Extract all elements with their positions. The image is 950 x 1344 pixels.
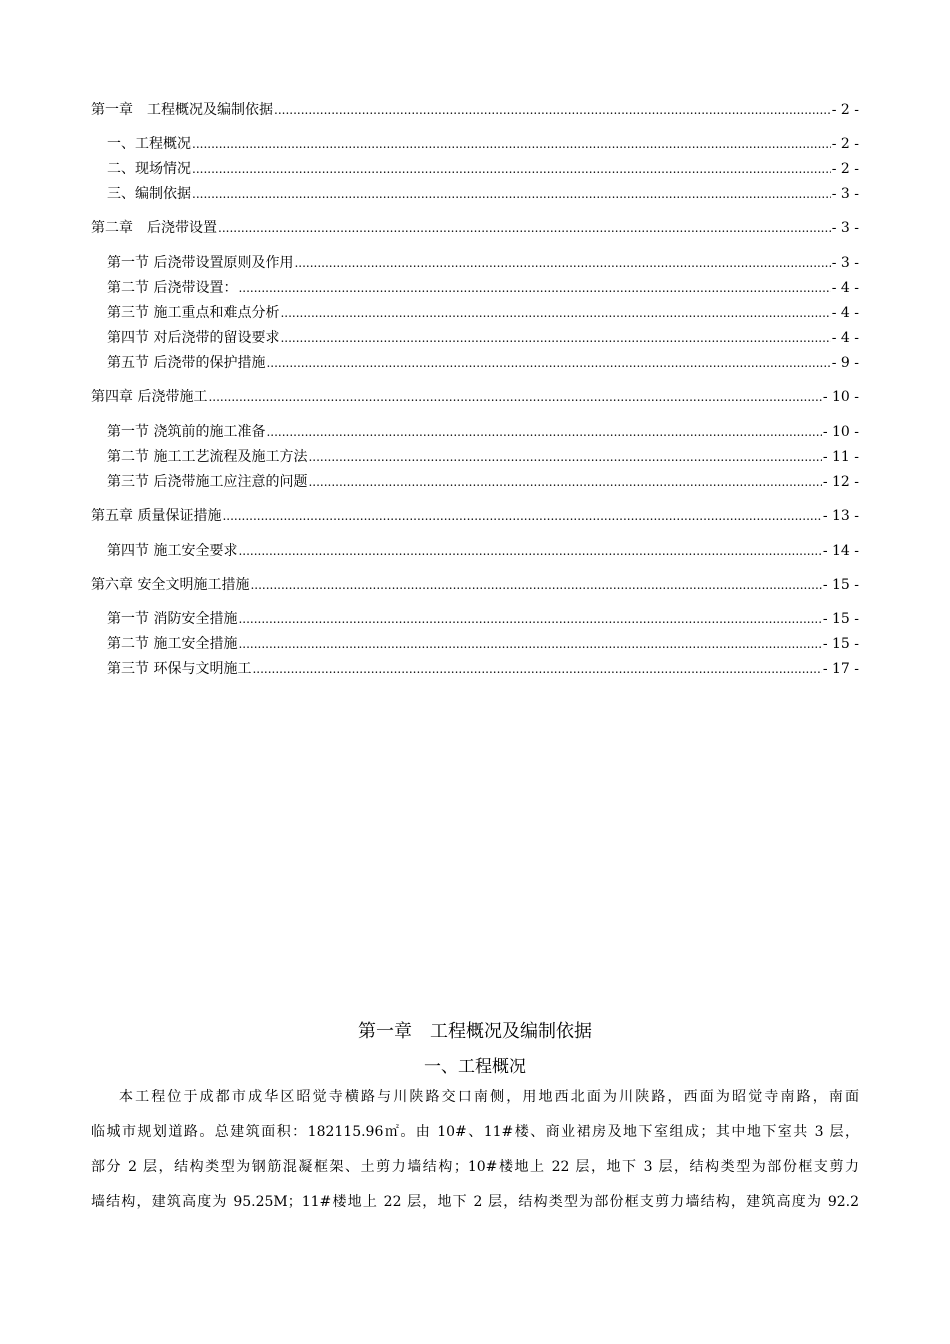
toc-page-number: - 10 -	[822, 389, 859, 405]
toc-section-entry[interactable]	[91, 134, 859, 154]
toc-section-entry[interactable]	[91, 609, 859, 629]
toc-entry-title: 一、工程概况	[107, 136, 191, 152]
toc-entry-title: 第一节 消防安全措施	[107, 611, 238, 627]
toc-dot-leader	[238, 609, 821, 629]
toc-page-number: - 2 -	[831, 161, 859, 177]
toc-entry-title: 第一章 工程概况及编制依据	[91, 102, 273, 118]
toc-page-number: - 4 -	[831, 330, 859, 346]
paragraph-line: 部分 2 层，结构类型为钢筋混凝框架、土剪力墙结构；10#楼地上 22 层，地下 3 层，结构类型为部份框支剪力	[91, 1159, 859, 1175]
toc-entry-title: 第五章 质量保证措施	[91, 508, 222, 524]
toc-dot-leader	[238, 541, 821, 561]
toc-dot-leader	[308, 447, 821, 467]
toc-entry-title: 二、现场情况	[107, 161, 191, 177]
toc-page-number: - 15 -	[822, 611, 859, 627]
toc-section-entry[interactable]	[91, 159, 859, 179]
toc-page-number: - 4 -	[831, 305, 859, 321]
toc-entry-title: 三、编制依据	[107, 186, 191, 202]
toc-page-number: - 10 -	[822, 424, 859, 440]
section-title: 一、工程概况	[424, 1057, 526, 1077]
toc-dot-leader	[294, 253, 830, 273]
toc-entry-title: 第二节 施工工艺流程及施工方法	[107, 449, 308, 465]
toc-entry-title: 第五节 后浇带的保护措施	[107, 355, 266, 371]
toc-dot-leader	[218, 218, 831, 238]
toc-page-number: - 3 -	[831, 186, 859, 202]
toc-entry-title: 第四节 对后浇带的留设要求	[107, 330, 280, 346]
toc-section-entry[interactable]	[91, 447, 859, 467]
toc-dot-leader	[280, 328, 830, 348]
toc-chapter-entry[interactable]	[91, 575, 859, 595]
toc-dot-leader	[250, 575, 821, 595]
toc-entry-title: 第三节 施工重点和难点分析	[107, 305, 280, 321]
toc-entry-title: 第六章 安全文明施工措施	[91, 577, 250, 593]
toc-page-number: - 4 -	[831, 280, 859, 296]
toc-entry-title: 第三节 环保与文明施工	[107, 661, 252, 677]
toc-dot-leader	[252, 659, 821, 679]
toc-section-entry[interactable]	[91, 278, 859, 298]
toc-dot-leader	[192, 184, 831, 204]
toc-chapter-entry[interactable]	[91, 218, 859, 238]
toc-page-number: - 14 -	[822, 543, 859, 559]
toc-section-entry[interactable]	[91, 422, 859, 442]
toc-page-number: - 13 -	[822, 508, 859, 524]
paragraph-line: 临城市规划道路。总建筑面积：182115.96㎡。由 10#、11#楼、商业裙房及地下室组成；其中地下室共 3 层，	[91, 1124, 859, 1140]
body-paragraph	[91, 1080, 859, 1220]
chapter-body	[91, 1018, 859, 1220]
toc-page-number: - 15 -	[822, 577, 859, 593]
toc-chapter-entry[interactable]	[91, 387, 859, 407]
toc-page-number: - 15 -	[822, 636, 859, 652]
toc-dot-leader	[266, 353, 830, 373]
toc-dot-leader	[308, 472, 821, 492]
toc-section-entry[interactable]	[91, 634, 859, 654]
toc-chapter-entry[interactable]	[91, 100, 859, 120]
paragraph-line: 墙结构，建筑高度为 95.25M；11#楼地上 22 层，地下 2 层，结构类型为部份框支剪力墙结构，建筑高度为 92.2	[91, 1194, 859, 1210]
toc-dot-leader	[266, 422, 821, 442]
toc-section-entry[interactable]	[91, 253, 859, 273]
toc-dot-leader	[192, 159, 831, 179]
toc-section-entry[interactable]	[91, 353, 859, 373]
toc-entry-title: 第二节 施工安全措施	[107, 636, 238, 652]
toc-page-number: - 3 -	[831, 255, 859, 271]
toc-entry-title: 第一节 后浇带设置原则及作用	[107, 255, 294, 271]
toc-entry-title: 第四节 施工安全要求	[107, 543, 238, 559]
toc-entry-title: 第三节 后浇带施工应注意的问题	[107, 474, 308, 490]
toc-entry-title: 第四章 后浇带施工	[91, 389, 208, 405]
toc-dot-leader	[208, 387, 821, 407]
toc-page-number: - 3 -	[831, 220, 859, 236]
toc-page-number: - 17 -	[822, 661, 859, 677]
toc-dot-leader	[280, 303, 830, 323]
toc-section-entry[interactable]	[91, 659, 859, 679]
toc-dot-leader	[222, 506, 821, 526]
chapter-title: 第一章 工程概况及编制依据	[358, 1021, 592, 1042]
toc-dot-leader	[192, 134, 831, 154]
toc-section-entry[interactable]	[91, 541, 859, 561]
toc-chapter-entry[interactable]	[91, 506, 859, 526]
toc-entry-title: 第二节 后浇带设置：	[107, 280, 238, 296]
toc-section-entry[interactable]	[91, 184, 859, 204]
paragraph-line: 本工程位于成都市成华区昭觉寺横路与川陕路交口南侧，用地西北面为川陕路，西面为昭觉寺南路，南面	[119, 1089, 859, 1105]
toc-page-number: - 2 -	[831, 136, 859, 152]
toc-dot-leader	[238, 278, 830, 298]
toc-page-number: - 2 -	[831, 102, 859, 118]
toc-dot-leader	[238, 634, 821, 654]
toc-section-entry[interactable]	[91, 472, 859, 492]
toc-section-entry[interactable]	[91, 328, 859, 348]
toc-page-number: - 9 -	[831, 355, 859, 371]
toc-entry-title: 第一节 浇筑前的施工准备	[107, 424, 266, 440]
toc-page-number: - 11 -	[822, 449, 859, 465]
toc-entry-title: 第二章 后浇带设置	[91, 220, 217, 236]
toc-dot-leader	[274, 100, 831, 120]
toc-page-number: - 12 -	[822, 474, 859, 490]
toc-section-entry[interactable]	[91, 303, 859, 323]
